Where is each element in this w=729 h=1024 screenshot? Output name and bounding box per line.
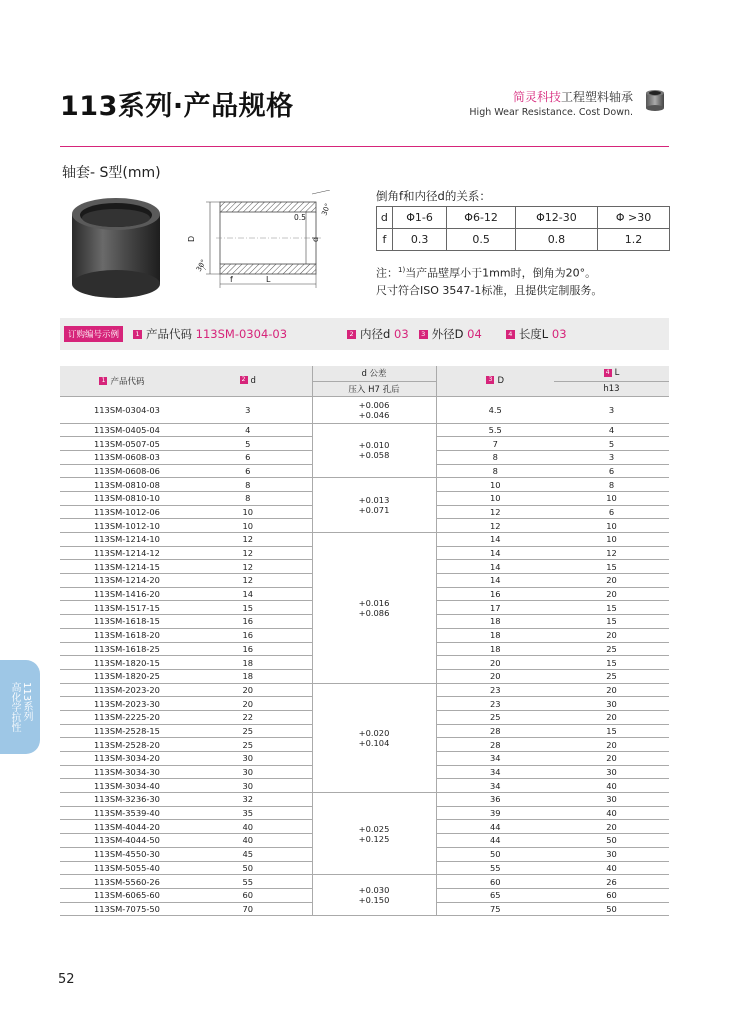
note-prefix: 注： [376,266,398,280]
length-cell: 60 [554,888,669,902]
product-code-cell: 113SM-0608-03 [60,450,184,464]
page-title: 113系列·产品规格 [60,91,294,122]
inner-diameter-cell: 10 [184,505,312,519]
header-L [554,366,669,381]
bearing-logo-icon [643,88,667,112]
outer-diameter-cell: 14 [436,546,554,560]
order-example-bar [60,318,669,350]
header-label: 产品代码 [110,376,145,387]
chamfer-cell: Φ12-30 [515,207,597,229]
inner-diameter-cell: 12 [184,533,312,547]
inner-diameter-cell: 6 [184,450,312,464]
product-code-cell: 113SM-0507-05 [60,437,184,451]
number-badge: 2 [347,330,356,339]
outer-diameter-cell: 55 [436,861,554,875]
inner-diameter-cell: 3 [184,396,312,423]
product-code-cell: 113SM-4044-50 [60,834,184,848]
length-cell: 3 [554,396,669,423]
outer-diameter-cell: 60 [436,875,554,889]
outer-diameter-cell: 10 [436,478,554,492]
product-code-cell: 113SM-3539-40 [60,806,184,820]
length-cell: 40 [554,806,669,820]
table-row [60,793,669,807]
outer-diameter-cell: 44 [436,834,554,848]
outer-diameter-cell: 16 [436,587,554,601]
example-label: 内径d [360,327,391,341]
product-code-cell: 113SM-2023-20 [60,683,184,697]
inner-diameter-cell: 4 [184,423,312,437]
product-code-cell: 113SM-4044-20 [60,820,184,834]
product-code-cell: 113SM-5560-26 [60,875,184,889]
inner-diameter-cell: 5 [184,437,312,451]
header-d [184,366,312,396]
outer-diameter-cell: 36 [436,793,554,807]
number-badge: 3 [486,376,494,384]
tolerance-lower: +0.150 [358,895,390,906]
length-cell: 10 [554,491,669,505]
side-tab-label [8,682,32,732]
product-code-cell: 113SM-1214-20 [60,574,184,588]
outer-diameter-cell: 12 [436,505,554,519]
inner-diameter-cell: 18 [184,669,312,683]
product-code-cell: 113SM-1012-10 [60,519,184,533]
tolerance-lower: +0.086 [358,607,390,618]
product-code-cell: 113SM-1618-15 [60,615,184,629]
chamfer-cell: f [377,229,393,251]
product-code-cell: 113SM-0810-10 [60,491,184,505]
brand-block [469,88,633,118]
brand-name [469,88,633,105]
note-footnote-mark: 1) [398,266,406,274]
length-cell: 3 [554,450,669,464]
outer-diameter-cell: 23 [436,697,554,711]
chamfer-cell: d [377,207,393,229]
header-label: d [250,375,256,386]
inner-diameter-cell: 20 [184,697,312,711]
outer-diameter-cell: 12 [436,519,554,533]
length-cell: 25 [554,669,669,683]
header-L-sub: h13 [554,381,669,396]
length-cell: 4 [554,423,669,437]
inner-diameter-cell: 25 [184,738,312,752]
tolerance-cell [312,875,436,916]
outer-diameter-cell: 75 [436,902,554,916]
example-outer-diameter [419,326,482,342]
header-label: D [497,375,505,386]
header-tolerance: d 公差 [312,366,436,381]
product-code-cell: 113SM-2528-20 [60,738,184,752]
angle-top-label: 30° [320,202,333,217]
inner-diameter-cell: 30 [184,765,312,779]
outer-diameter-cell: 34 [436,765,554,779]
chamfer-cell: 1.2 [598,229,670,251]
tolerance-upper: +0.016 [358,597,390,608]
outer-diameter-cell: 28 [436,738,554,752]
product-code-cell: 113SM-2023-30 [60,697,184,711]
brand-name-rest: 工程塑料轴承 [560,90,633,104]
length-cell: 5 [554,437,669,451]
length-cell: 6 [554,464,669,478]
outer-diameter-cell: 18 [436,628,554,642]
header-D [436,366,554,396]
tolerance-lower: +0.125 [358,833,390,844]
tolerance-cell [312,683,436,793]
product-code-cell: 113SM-1820-15 [60,656,184,670]
outer-diameter-cell: 20 [436,669,554,683]
product-code-cell: 113SM-3034-20 [60,752,184,766]
length-cell: 30 [554,847,669,861]
number-badge: 3 [419,330,428,339]
length-cell: 20 [554,628,669,642]
product-code-cell: 113SM-1416-20 [60,587,184,601]
length-cell: 15 [554,601,669,615]
product-code-cell: 113SM-1618-20 [60,628,184,642]
product-code-cell: 113SM-0608-06 [60,464,184,478]
product-code-cell: 113SM-1214-10 [60,533,184,547]
dim-f-label: f [230,275,233,284]
length-cell: 20 [554,820,669,834]
outer-diameter-cell: 18 [436,615,554,629]
note-line-2: 尺寸符合ISO 3547-1标准，且提供定制服务。 [376,283,603,297]
side-tab [0,660,40,754]
table-row [60,423,669,437]
outer-diameter-cell: 8 [436,464,554,478]
product-code-cell: 113SM-2528-15 [60,724,184,738]
length-cell: 30 [554,793,669,807]
tolerance-lower: +0.046 [358,409,390,420]
inner-diameter-cell: 16 [184,642,312,656]
inner-diameter-cell: 18 [184,656,312,670]
product-code-cell: 113SM-1214-12 [60,546,184,560]
page-number: 52 [58,972,75,987]
example-value: 04 [467,327,482,341]
inner-diameter-cell: 25 [184,724,312,738]
outer-diameter-cell: 44 [436,820,554,834]
product-code-cell: 113SM-7075-50 [60,902,184,916]
inner-diameter-cell: 12 [184,574,312,588]
inner-diameter-cell: 45 [184,847,312,861]
inner-diameter-cell: 35 [184,806,312,820]
product-code-cell: 113SM-2225-20 [60,710,184,724]
length-cell: 20 [554,574,669,588]
outer-diameter-cell: 39 [436,806,554,820]
product-code-cell: 113SM-6065-60 [60,888,184,902]
outer-diameter-cell: 8 [436,450,554,464]
outer-diameter-cell: 10 [436,491,554,505]
example-value: 03 [394,327,409,341]
bushing-drawing [180,190,360,300]
product-code-cell: 113SM-1012-06 [60,505,184,519]
outer-diameter-cell: 17 [436,601,554,615]
example-label: 产品代码 [146,327,193,341]
notes [376,262,602,299]
inner-diameter-cell: 10 [184,519,312,533]
length-cell: 20 [554,587,669,601]
header-label: L [614,368,620,379]
number-badge: 1 [133,330,142,339]
note-line-1 [376,262,602,282]
inner-diameter-cell: 40 [184,820,312,834]
tolerance-cell [312,396,436,423]
dim-L-label: L [266,275,271,284]
tolerance-lower: +0.071 [358,505,390,516]
outer-diameter-cell: 28 [436,724,554,738]
header-code [60,366,184,396]
tolerance-cell [312,533,436,684]
inner-diameter-cell: 14 [184,587,312,601]
length-cell: 6 [554,505,669,519]
product-code-cell: 113SM-1214-15 [60,560,184,574]
inner-diameter-cell: 12 [184,560,312,574]
length-cell: 25 [554,642,669,656]
title-divider [60,146,669,147]
product-code-cell: 113SM-3034-40 [60,779,184,793]
outer-diameter-cell: 20 [436,656,554,670]
brand-slogan: High Wear Resistance. Cost Down. [469,107,633,118]
product-code-cell: 113SM-4550-30 [60,847,184,861]
length-cell: 15 [554,656,669,670]
inner-diameter-cell: 12 [184,546,312,560]
outer-diameter-cell: 14 [436,560,554,574]
example-value: 03 [551,327,567,341]
dim-D-label: D [187,235,196,242]
table-row [60,396,669,423]
tolerance-cell [312,793,436,875]
example-label: 长度L [518,327,549,341]
product-code-cell: 113SM-1618-25 [60,642,184,656]
length-cell: 30 [554,697,669,711]
angle-left-label: 30° [194,258,208,273]
brand-name-highlight: 简灵科技 [512,90,561,104]
inner-diameter-cell: 40 [184,834,312,848]
inner-diameter-cell: 8 [184,478,312,492]
outer-diameter-cell: 25 [436,710,554,724]
tolerance-upper: +0.010 [358,440,390,451]
table-row [60,533,669,547]
example-label: 外径D [431,327,464,341]
inner-diameter-cell: 70 [184,902,312,916]
side-tab-line: 高化学抗性 [9,682,20,732]
length-cell: 40 [554,779,669,793]
inner-diameter-cell: 30 [184,779,312,793]
example-inner-diameter [347,326,409,342]
outer-diameter-cell: 34 [436,752,554,766]
chamfer-cell: Φ6-12 [447,207,515,229]
length-cell: 40 [554,861,669,875]
inner-diameter-cell: 20 [184,683,312,697]
length-cell: 20 [554,752,669,766]
chamfer-cell: Φ1-6 [392,207,447,229]
length-cell: 10 [554,519,669,533]
inner-diameter-cell: 16 [184,628,312,642]
product-code-cell: 113SM-0405-04 [60,423,184,437]
inner-diameter-cell: 6 [184,464,312,478]
side-tab-line: 113系列 [21,682,32,722]
example-product-code [133,326,287,342]
tolerance-lower: +0.058 [358,450,390,461]
product-code-cell: 113SM-0304-03 [60,396,184,423]
spec-table [60,366,669,916]
length-cell: 50 [554,834,669,848]
number-badge: 2 [240,376,248,384]
order-example-tag: 订购编号示例 [64,326,123,342]
outer-diameter-cell: 34 [436,779,554,793]
inner-diameter-cell: 22 [184,710,312,724]
chamfer-cell: 0.3 [392,229,447,251]
chamfer-caption: 倒角f和内径d的关系： [376,189,491,203]
outer-diameter-cell: 7 [436,437,554,451]
outer-diameter-cell: 4.5 [436,396,554,423]
product-code-cell: 113SM-5055-40 [60,861,184,875]
length-cell: 30 [554,765,669,779]
outer-diameter-cell: 5.5 [436,423,554,437]
length-cell: 15 [554,724,669,738]
length-cell: 12 [554,546,669,560]
header-tolerance-sub: 压入 H7 孔后 [312,381,436,396]
length-cell: 20 [554,710,669,724]
length-cell: 20 [554,738,669,752]
product-code-cell: 113SM-0810-08 [60,478,184,492]
outer-diameter-cell: 18 [436,642,554,656]
example-value: 113SM-0304-03 [195,327,288,341]
tolerance-upper: +0.020 [358,727,390,738]
note-text: 当产品壁厚小于1mm时，倒角为20°。 [405,266,597,280]
outer-diameter-cell: 65 [436,888,554,902]
length-cell: 50 [554,902,669,916]
tolerance-upper: +0.030 [358,885,390,896]
inner-diameter-cell: 60 [184,888,312,902]
table-row [60,875,669,889]
tolerance-upper: +0.025 [358,823,390,834]
product-code-cell: 113SM-3236-30 [60,793,184,807]
number-badge: 1 [99,377,107,385]
length-cell: 10 [554,533,669,547]
length-cell: 26 [554,875,669,889]
outer-diameter-cell: 23 [436,683,554,697]
table-row [60,683,669,697]
section-label: 轴套- S型(mm) [62,165,161,181]
spec-table-body [60,396,669,916]
bushing-photo [66,192,166,302]
tolerance-upper: +0.013 [358,495,390,506]
inner-diameter-cell: 8 [184,491,312,505]
chamfer-cell: 0.5 [447,229,515,251]
example-length [506,326,567,342]
number-badge: 4 [506,330,515,339]
dim-chamfer-label: 0.5 [294,213,306,222]
inner-diameter-cell: 30 [184,752,312,766]
chamfer-header-row [377,207,670,229]
tolerance-cell [312,478,436,533]
tolerance-upper: +0.006 [358,399,390,410]
inner-diameter-cell: 55 [184,875,312,889]
inner-diameter-cell: 16 [184,615,312,629]
table-row [60,478,669,492]
outer-diameter-cell: 50 [436,847,554,861]
inner-diameter-cell: 50 [184,861,312,875]
length-cell: 20 [554,683,669,697]
length-cell: 8 [554,478,669,492]
dim-d-label: d [311,236,320,242]
number-badge: 4 [604,369,612,377]
outer-diameter-cell: 14 [436,574,554,588]
product-code-cell: 113SM-1820-25 [60,669,184,683]
chamfer-value-row [377,229,670,251]
product-code-cell: 113SM-1517-15 [60,601,184,615]
length-cell: 15 [554,560,669,574]
chamfer-cell: 0.8 [515,229,597,251]
chamfer-table [376,206,670,251]
outer-diameter-cell: 14 [436,533,554,547]
spec-header-row [60,366,669,381]
tolerance-lower: +0.104 [358,737,390,748]
chamfer-cell: Φ >30 [598,207,670,229]
inner-diameter-cell: 15 [184,601,312,615]
length-cell: 15 [554,615,669,629]
tolerance-cell [312,423,436,478]
product-code-cell: 113SM-3034-30 [60,765,184,779]
inner-diameter-cell: 32 [184,793,312,807]
